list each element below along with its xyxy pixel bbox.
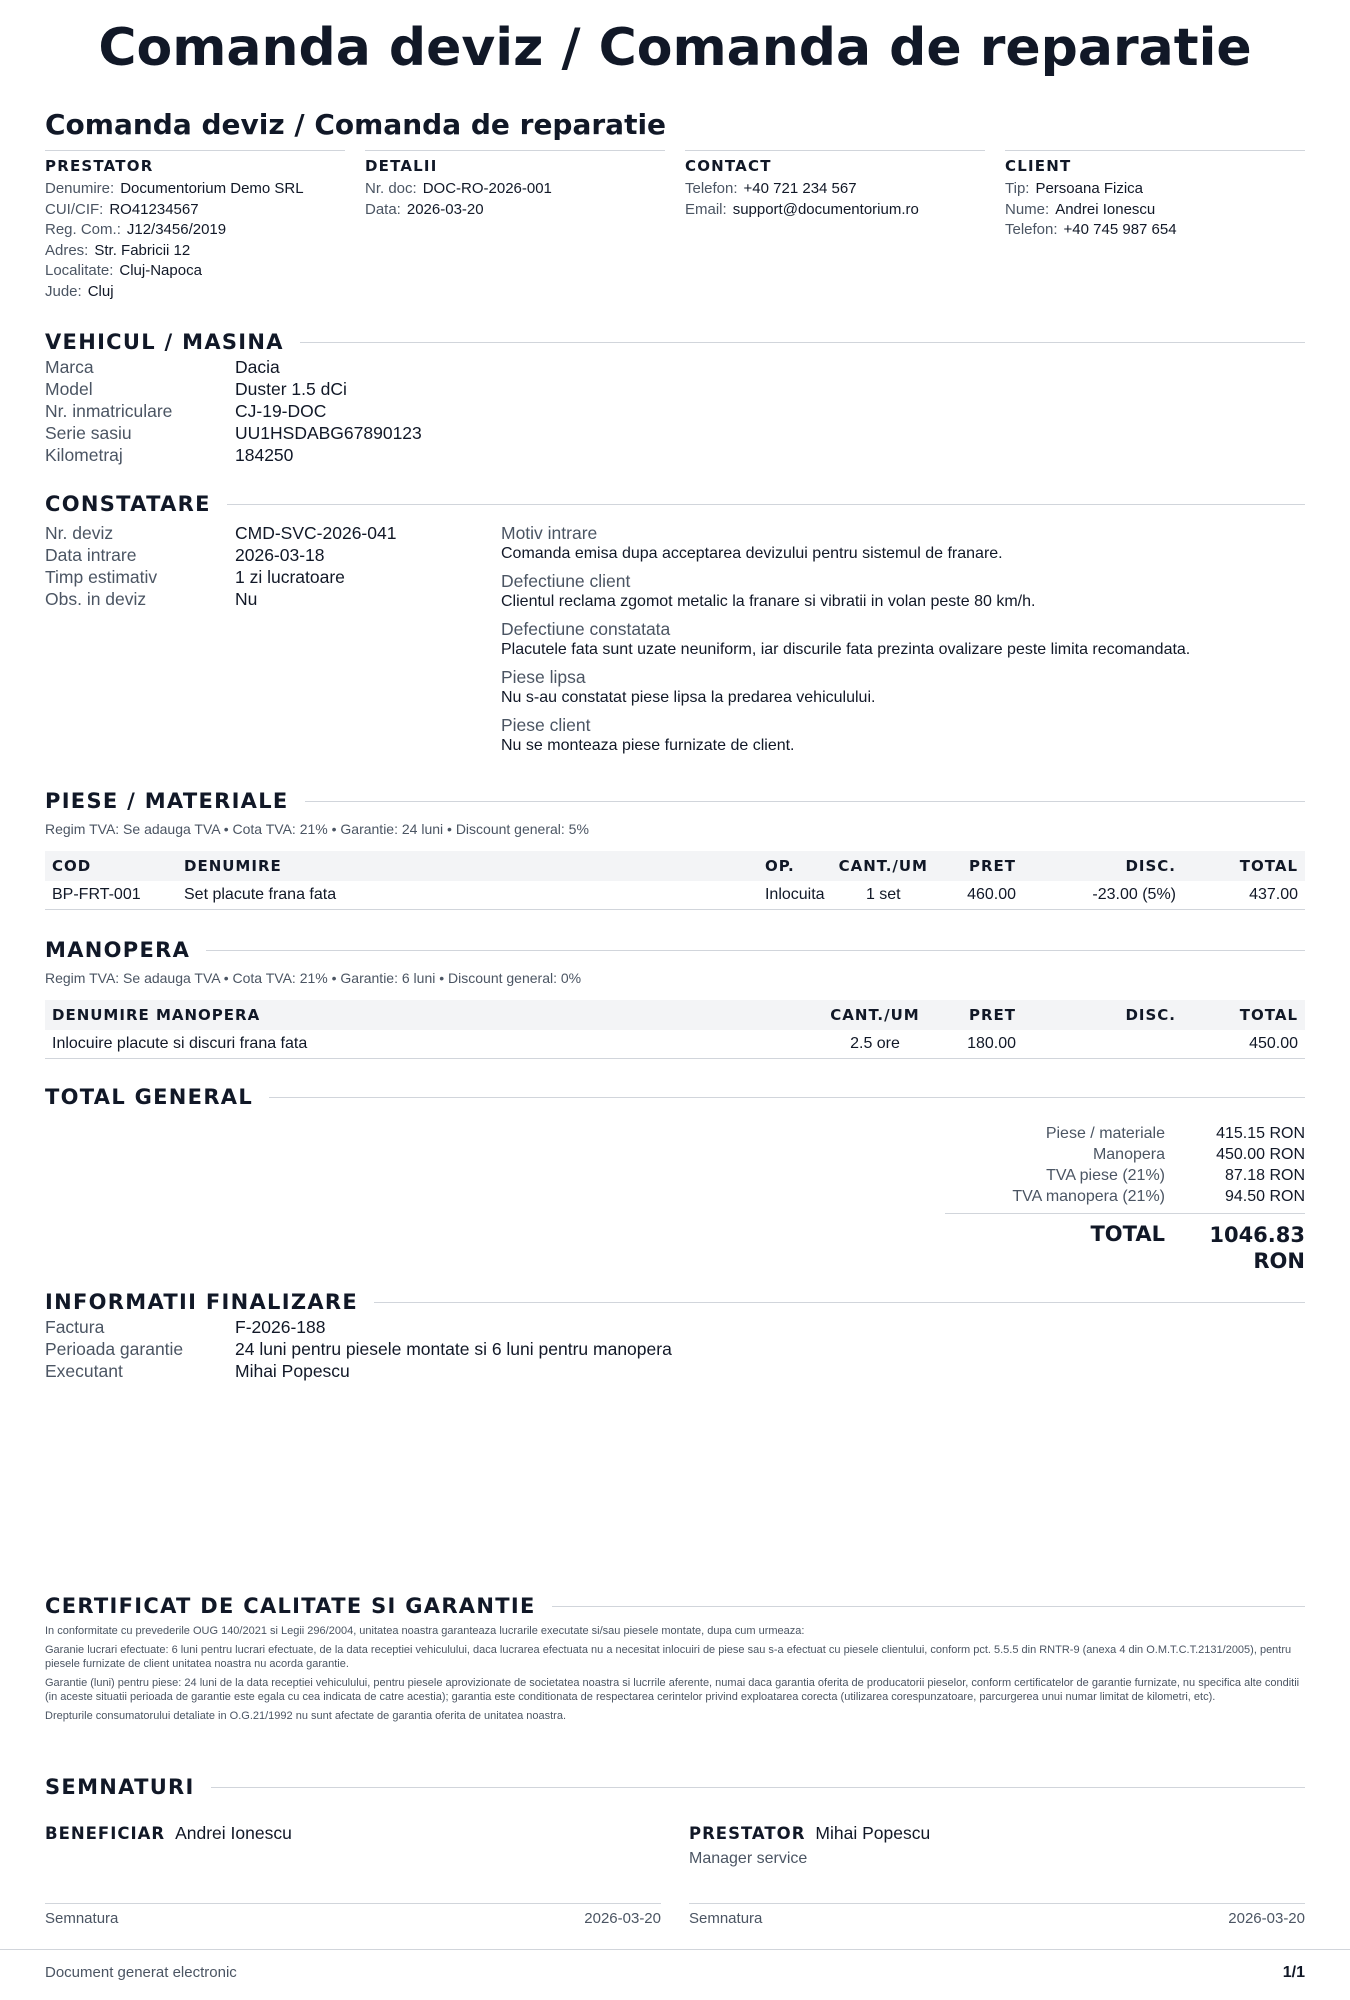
parties-block xyxy=(45,150,1305,302)
document-subtitle: Comanda deviz / Comanda de reparatie xyxy=(45,108,667,141)
col-cod: COD xyxy=(45,851,177,881)
contact-heading: CONTACT xyxy=(685,157,772,175)
constatare-text: Motiv intrare Comanda emisa dupa acceptarea devizului pentru sistemul de franare. xyxy=(501,523,1003,562)
totals-section xyxy=(45,1085,1305,1275)
signature-line: Semnatura 2026-03-20 xyxy=(45,1903,661,1927)
constatare-row: Data intrare 2026-03-18 xyxy=(45,545,325,565)
prestator-row: Adres: Str. Fabricii 12 xyxy=(45,241,191,259)
vehicle-row: Kilometraj 184250 xyxy=(45,445,294,465)
totals-summary xyxy=(945,1123,1305,1274)
signatures-section xyxy=(45,1775,1305,1943)
certificate-paragraph: Garanie lucrari efectuate: 6 luni pentru lucrari efectuate, de la data receptiei vehiculului, daca lucrarea efectuata nu a necesitat inlocuiri de piese sau s-a efectuat cu piesele clientului, conform pct. 5.5.5 din RNTR-9 (anexa 4 din O.M.T.C.T.2131/2005), pentru piesele furnizate de client unitatea noastra nu acorda garantie. xyxy=(45,1643,1292,1670)
col-denumire-manopera: DENUMIRE MANOPERA xyxy=(45,1000,815,1030)
signature-line: Semnatura 2026-03-20 xyxy=(689,1903,1305,1927)
finalizare-row: Perioada garantie 24 luni pentru piesele montate si 6 luni pentru manopera xyxy=(45,1339,672,1359)
certificate-paragraph: Drepturile consumatorului detaliate in O.G.21/1992 nu sunt afectate de garantia oferita de unitatea noastra. xyxy=(45,1709,566,1722)
col-denumire: DENUMIRE xyxy=(177,851,758,881)
contact-row: Email: support@documentorium.ro xyxy=(685,200,919,218)
labor-meta: Regim TVA: Se adauga TVA • Cota TVA: 21% • Garantie: 6 luni • Discount general: 0% xyxy=(45,970,582,986)
prestator-role: PRESTATOR xyxy=(689,1824,806,1843)
grand-total-currency: RON xyxy=(1253,1249,1305,1273)
col-op: OP. xyxy=(758,851,832,881)
prestator-title: Manager service xyxy=(689,1850,808,1867)
grand-total-label: TOTAL xyxy=(1090,1222,1165,1246)
labor-section xyxy=(45,938,1305,1059)
client-block xyxy=(1005,150,1305,302)
col-pret: PRET xyxy=(935,851,1023,881)
contact-row: Telefon: +40 721 234 567 xyxy=(685,180,857,197)
labor-table xyxy=(45,1000,1305,1059)
parts-section xyxy=(45,789,1305,910)
grand-total xyxy=(945,1213,1305,1274)
client-row: Nume: Andrei Ionescu xyxy=(1005,200,1156,218)
finalizare-row: Executant Mihai Popescu xyxy=(45,1361,350,1381)
prestator-row: Localitate: Cluj-Napoca xyxy=(45,262,202,279)
client-row: Tip: Persoana Fizica xyxy=(1005,180,1144,197)
vehicle-row: Model Duster 1.5 dCi xyxy=(45,379,347,399)
total-row: TVA manopera (21%) 94.50 RON xyxy=(1012,1188,1305,1205)
prestator-block xyxy=(45,150,345,302)
vehicle-row: Serie sasiu UU1HSDABG67890123 xyxy=(45,423,422,443)
client-heading: CLIENT xyxy=(1005,157,1072,175)
signatures-heading: SEMNATURI xyxy=(45,1775,195,1799)
document-page xyxy=(45,0,1305,2000)
parts-meta: Regim TVA: Se adauga TVA • Cota TVA: 21% • Garantie: 24 luni • Discount general: 5% xyxy=(45,821,589,837)
parts-table xyxy=(45,851,1305,910)
total-row: TVA piese (21%) 87.18 RON xyxy=(1046,1167,1305,1184)
page-footer xyxy=(0,1949,1350,2000)
vehicle-row: Marca Dacia xyxy=(45,357,280,377)
constatare-section xyxy=(45,492,1305,762)
constatare-text: Piese lipsa Nu s-au constatat piese lipsa la predarea vehiculului. xyxy=(501,667,876,706)
beneficiar-name: Andrei Ionescu xyxy=(175,1823,292,1843)
parts-heading: PIESE / MATERIALE xyxy=(45,789,289,813)
prestator-name: Mihai Popescu xyxy=(815,1823,931,1843)
col-total: TOTAL xyxy=(1183,851,1305,881)
constatare-text: Defectiune client Clientul reclama zgomot metalic la franare si vibratii in volan peste 80 km/h. xyxy=(501,571,1036,610)
totals-heading: TOTAL GENERAL xyxy=(45,1085,254,1109)
constatare-heading: CONSTATARE xyxy=(45,492,211,516)
beneficiar-role: BENEFICIAR xyxy=(45,1824,166,1843)
detalii-row: Data: 2026-03-20 xyxy=(365,200,484,218)
constatare-text: Piese client Nu se monteaza piese furnizate de client. xyxy=(501,715,795,754)
constatare-row: Timp estimativ 1 zi lucratoare xyxy=(45,567,345,587)
col-disc: DISC. xyxy=(1023,851,1183,881)
prestator-row: Denumire: Documentorium Demo SRL xyxy=(45,180,304,197)
prestator-row: CUI/CIF: RO41234567 xyxy=(45,200,199,218)
grand-total-amount: 1046.83 xyxy=(1209,1223,1305,1247)
certificate-paragraph: Garantie (luni) pentru piese: 24 luni de la data receptiei vehiculului, pentru piesele aprovizionate de societatea noastra si lucrrile aferente, numai daca garantia oferita de producatorii pieselor, conform certificatelor de garantie furnizate, nu specifica alte conditii (in aceste situatii perioada de garantie este egala cu cea indicata de catre acestia); garantia este conditionata de respectarea cerintelor privind exploatarea corecta (utilizarea corespunzatoare, parcurgerea unui numar limitat de kilometri, etc). xyxy=(45,1676,1300,1703)
vehicle-row: Nr. inmatriculare CJ-19-DOC xyxy=(45,401,327,421)
prestator-row: Jude: Cluj xyxy=(45,282,114,300)
col-cant: CANT./UM xyxy=(815,1000,935,1030)
labor-heading: MANOPERA xyxy=(45,938,191,962)
page-title: Comanda deviz / Comanda de reparatie xyxy=(98,18,1252,78)
detalii-heading: DETALII xyxy=(365,157,438,175)
total-row: Piese / materiale 415.15 RON xyxy=(1045,1125,1305,1142)
page-number: 1/1 xyxy=(1282,1964,1305,1981)
col-total: TOTAL xyxy=(1183,1000,1305,1030)
constatare-row: Nr. deviz CMD-SVC-2026-041 xyxy=(45,523,397,543)
signature-beneficiar xyxy=(45,1823,661,1943)
constatare-row: Obs. in deviz Nu xyxy=(45,589,258,609)
certificate-section xyxy=(45,1594,1305,1723)
client-row: Telefon: +40 745 987 654 xyxy=(1005,221,1177,238)
footer-note: Document generat electronic xyxy=(45,1964,237,1981)
total-row: Manopera 450.00 RON xyxy=(1092,1146,1305,1163)
signature-prestator xyxy=(689,1823,1305,1943)
col-cant: CANT./UM xyxy=(832,851,935,881)
col-pret: PRET xyxy=(935,1000,1023,1030)
finalizare-row: Factura F-2026-188 xyxy=(45,1317,326,1337)
prestator-heading: PRESTATOR xyxy=(45,157,154,175)
certificate-paragraph: In conformitate cu prevederile OUG 140/2021 si Legii 296/2004, unitatea noastra garanteaza lucrarile executate si/sau piesele montate, dupa cum urmeaza: xyxy=(45,1625,805,1637)
prestator-row: Reg. Com.: J12/3456/2019 xyxy=(45,221,227,238)
vehicle-heading: VEHICUL / MASINA xyxy=(45,330,284,354)
col-disc: DISC. xyxy=(1023,1000,1183,1030)
detalii-row: Nr. doc: DOC-RO-2026-001 xyxy=(365,180,552,197)
contact-block xyxy=(685,150,985,302)
finalizare-section xyxy=(45,1290,1305,1382)
finalizare-heading: INFORMATII FINALIZARE xyxy=(45,1290,359,1314)
constatare-text: Defectiune constatata Placutele fata sunt uzate neuniform, iar discurile fata prezinta ovalizare peste limita recomandata. xyxy=(501,619,1191,658)
table-row: Inlocuire placute si discuri frana fata 2.5 ore 180.00 450.00 xyxy=(45,1030,1305,1059)
certificate-heading: CERTIFICAT DE CALITATE SI GARANTIE xyxy=(45,1594,536,1618)
detalii-block xyxy=(365,150,665,302)
table-row: BP-FRT-001 Set placute frana fata Inlocuita 1 set 460.00 -23.00 (5%) 437.00 xyxy=(45,881,1305,910)
vehicle-section xyxy=(45,330,1305,466)
